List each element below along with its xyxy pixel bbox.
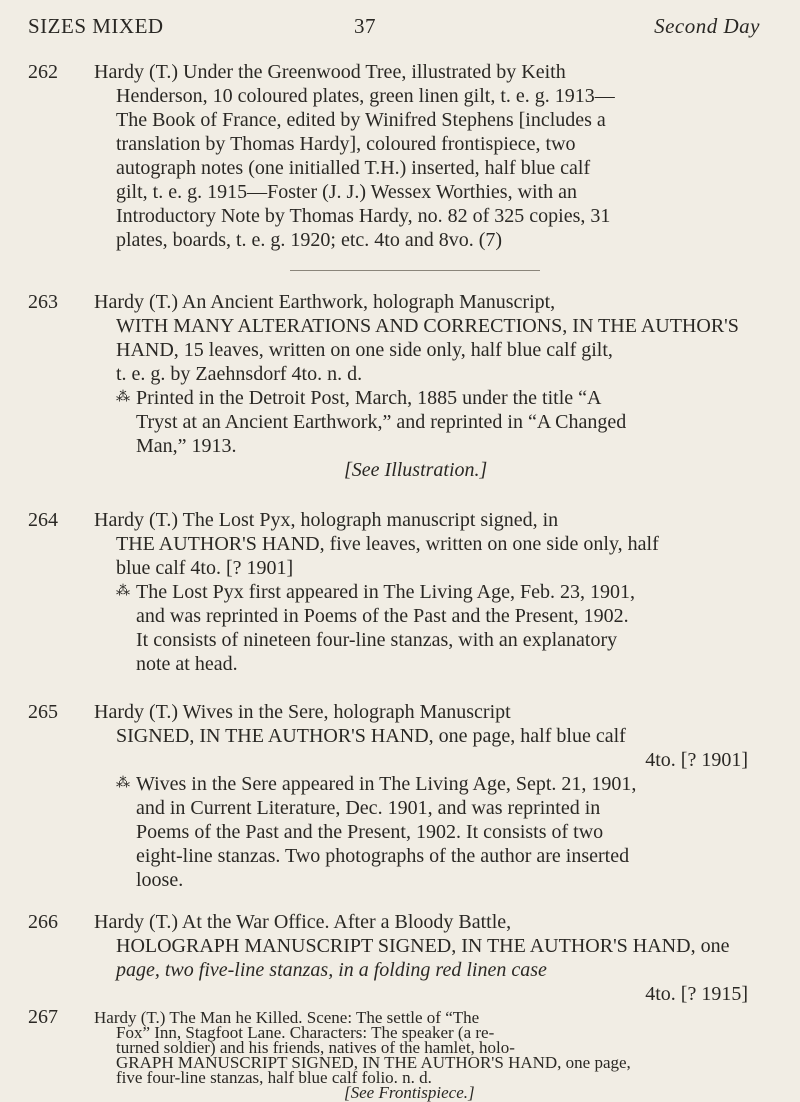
note-line: The Lost Pyx first appeared in The Living Age, Feb. 23, 1901, [136, 581, 635, 603]
lot-description [94, 290, 768, 482]
note-line: and in Current Literature, Dec. 1901, and was reprinted in [136, 797, 601, 819]
header-section: SIZES MIXED [28, 14, 164, 38]
lot-entry-266 [28, 910, 768, 1006]
lot-line: SIGNED, IN THE AUTHOR'S HAND, one page, half blue calf [116, 725, 626, 747]
lot-description [94, 1010, 768, 1100]
lot-note [94, 580, 768, 604]
lot-line: Hardy (T.) Wives in the Sere, holograph Manuscript [94, 701, 511, 723]
lot-line: Hardy (T.) At the War Office. After a Bloody Battle, [94, 911, 512, 933]
lot-line: Hardy (T.) An Ancient Earthwork, holograph Manuscript, [94, 291, 556, 313]
page-number: 37 [354, 14, 376, 38]
lot-number: 264 [28, 509, 58, 531]
lot-description [94, 60, 768, 252]
lot-line: gilt, t. e. g. 1915—Foster (J. J.) Wessex Worthies, with an [116, 181, 578, 203]
header-day: Second Day [654, 14, 760, 38]
section-divider [290, 270, 540, 271]
note-line: loose. [136, 869, 184, 891]
lot-entry-262 [28, 60, 768, 252]
lot-entry-263 [28, 290, 768, 482]
lot-number: 267 [28, 1006, 58, 1028]
note-line: and was reprinted in Poems of the Past and the Present, 1902. [136, 605, 629, 627]
lot-line: Introductory Note by Thomas Hardy, no. 82 of 325 copies, 31 [116, 205, 611, 227]
lot-description [94, 508, 768, 676]
lot-line: Henderson, 10 coloured plates, green linen gilt, t. e. g. 1913— [116, 85, 615, 107]
lot-line: WITH MANY ALTERATIONS AND CORRECTIONS, IN THE AUTHOR'S [116, 315, 739, 337]
lot-line: Hardy (T.) The Lost Pyx, holograph manuscript signed, in [94, 509, 559, 531]
lot-line: translation by Thomas Hardy], coloured frontispiece, two [116, 133, 576, 155]
asterism-icon: ⁂ [116, 390, 130, 405]
asterism-icon: ⁂ [116, 584, 130, 599]
lot-number: 262 [28, 61, 58, 83]
lot-line: t. e. g. by Zaehnsdorf 4to. n. d. [116, 363, 363, 385]
lot-format: 4to. [? 1901] [645, 749, 748, 771]
asterism-icon: ⁂ [116, 776, 130, 791]
lot-line: autograph notes (one initialled T.H.) inserted, half blue calf [116, 157, 591, 179]
lot-line: plates, boards, t. e. g. 1920; etc. 4to and 8vo. (7) [116, 229, 503, 251]
lot-number: 266 [28, 911, 58, 933]
lot-line: Hardy (T.) Under the Greenwood Tree, illustrated by Keith [94, 61, 566, 83]
lot-line: HOLOGRAPH MANUSCRIPT SIGNED, IN THE AUTHOR'S HAND, one [116, 935, 730, 957]
lot-line: Fox” Inn, Stagfoot Lane. Characters: The speaker (a re- [116, 1023, 495, 1042]
lot-entry-267 [28, 1006, 768, 1102]
lot-line: turned soldier) and his friends, natives of the hamlet, holo- [116, 1038, 515, 1057]
lot-entry-264 [28, 508, 768, 676]
lot-number: 263 [28, 291, 58, 313]
see-reference: [See Illustration.] [344, 459, 488, 481]
lot-line: HAND, 15 leaves, written on one side only, half blue calf gilt, [116, 339, 613, 361]
lot-entry-265 [28, 700, 768, 892]
lot-line: The Book of France, edited by Winifred Stephens [includes a [116, 109, 606, 131]
lot-format: 4to. [? 1915] [645, 983, 748, 1005]
page-header [28, 14, 760, 42]
lot-line: GRAPH MANUSCRIPT SIGNED, IN THE AUTHOR'S HAND, one page, [116, 1053, 631, 1072]
lot-note [94, 386, 768, 410]
note-line: Man,” 1913. [136, 435, 237, 457]
lot-description [94, 910, 768, 1006]
note-line: Poems of the Past and the Present, 1902. It consists of two [136, 821, 604, 843]
note-line: eight-line stanzas. Two photographs of the author are inserted [136, 845, 630, 867]
lot-line: page, two five-line stanzas, in a folding red linen case [116, 959, 547, 981]
lot-line: THE AUTHOR'S HAND, five leaves, written on one side only, half [116, 533, 659, 555]
lot-note [94, 772, 768, 796]
note-line: note at head. [136, 653, 238, 675]
lot-line: five four-line stanzas, half blue calf folio. n. d. [116, 1068, 432, 1087]
lot-line: blue calf 4to. [? 1901] [116, 557, 294, 579]
lot-number: 265 [28, 701, 58, 723]
lot-line: Hardy (T.) The Man he Killed. Scene: The settle of “The [94, 1008, 480, 1027]
note-line: It consists of nineteen four-line stanzas, with an explanatory [136, 629, 618, 651]
note-line: Tryst at an Ancient Earthwork,” and reprinted in “A Changed [136, 411, 627, 433]
see-reference: [See Frontispiece.] [344, 1083, 475, 1102]
lot-description [94, 700, 768, 892]
note-line: Printed in the Detroit Post, March, 1885 under the title “A [136, 387, 602, 409]
note-line: Wives in the Sere appeared in The Living Age, Sept. 21, 1901, [136, 773, 637, 795]
